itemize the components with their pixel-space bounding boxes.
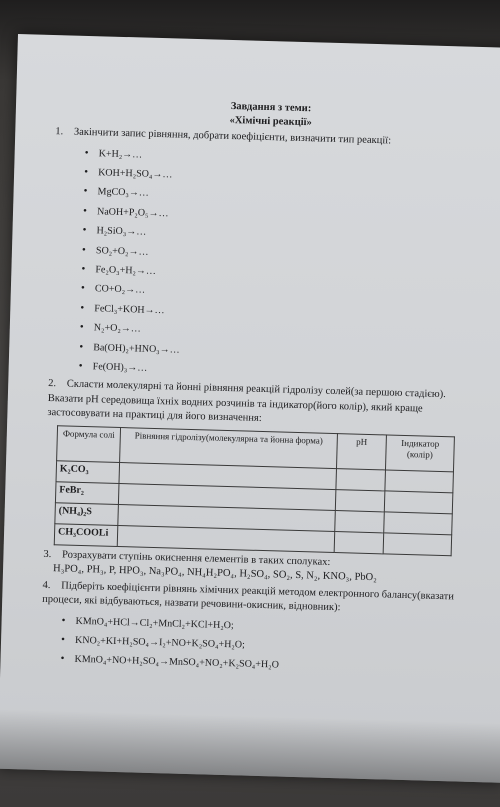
empty-cell [385, 470, 454, 493]
hydrolysis-table [54, 425, 455, 556]
task-4-number: 4. [42, 579, 51, 591]
empty-cell [383, 533, 452, 556]
list-item: • H₂SiO₃→… [96, 221, 482, 251]
task-1-number: 1. [55, 126, 64, 138]
task-4-text: Підберіть коефіцієнти рівнянь хімічних реакцій методом електронного балансу(вказати процеси, які відбуваються, назвати речовини-окисник, відновник): [42, 580, 455, 614]
list-item: • MgCO₃→… [97, 183, 483, 213]
list-item: • N₂+O₂→… [94, 318, 480, 348]
list-item: • KOH+H₂SO₄→… [98, 163, 484, 193]
list-item: • CO+O₂→… [95, 280, 481, 310]
empty-cell [384, 512, 453, 535]
title-line-2: «Хімічні реакції» [229, 114, 312, 129]
task-2 [47, 377, 478, 432]
empty-cell [334, 531, 384, 553]
empty-cell [335, 489, 385, 511]
empty-cell [335, 510, 385, 532]
salt-formula: K₂CO₃ [56, 461, 120, 484]
column-header: pH [336, 433, 386, 469]
list-item: • FeCl₃+KOH→… [94, 299, 480, 329]
task-2-text: Скласти молекулярні та йонні рівняння реакцій гідролізу солей(за першою стадією). Вказати pH середовища їхніх водних розчинів та індикатор(його колір), який краще застосовувати на практиці для його визначення: [47, 378, 446, 425]
list-item: • Ba(OH)₂+HNO₃→… [93, 338, 479, 368]
paper-shadow [0, 709, 500, 783]
salt-formula: (NH₄)₂S [55, 503, 119, 526]
salt-formula: FeBr₂ [55, 482, 119, 505]
column-header: Індикатор (колір) [385, 435, 454, 472]
list-item: • K+H₂→… [98, 144, 484, 174]
list-item: • NaOH+P₂O₅→… [97, 202, 483, 232]
task-2-number: 2. [48, 378, 57, 390]
task-3-number: 3. [43, 548, 52, 561]
paper-sheet [0, 34, 500, 783]
title-line-1: Завдання з теми: [230, 100, 312, 115]
list-item: • KNO₂+KI+H₂SO₄→I₂+NO+K₂SO₄+H₂O; [75, 631, 471, 661]
column-header: Рівняння гідролізу(молекулярна та йонна форма) [120, 427, 338, 468]
list-item: • KMnO₄+HCl→Cl₂+MnCl₂+KCl+H₂O; [75, 612, 471, 642]
list-item: • SO₂+O₂→… [96, 241, 482, 271]
empty-cell [336, 468, 386, 490]
task-4-list [40, 611, 471, 680]
list-item: • KMnO₄+NO+H₂SO₄→MnSO₄+NO₂+K₂SO₄+H₂O [74, 650, 470, 680]
task-1-list [48, 143, 484, 388]
salt-formula: CH₃COOLi [54, 524, 118, 547]
task-3-text: Розрахувати ступінь окиснення елементів в таких сполуках: [61, 549, 331, 568]
empty-cell [384, 491, 453, 514]
task-1-text: Закінчити запис рівняння, добрати коефіцієнти, визначити тип реакції: [73, 126, 392, 147]
list-item: • Fe(OH)₃→… [92, 357, 478, 387]
column-header: Формула солі [57, 426, 121, 463]
document-content [40, 95, 486, 680]
task-3-compounds: H₃PO₄, PH₃, P, HPO₃, Na₃PO₄, NH₄H₂PO₄, H₂SO₄, SO₂, S, N₂, KNO₃, PbO₂ [52, 563, 377, 584]
list-item: • Fe₂O₃+H₂→… [95, 260, 481, 290]
